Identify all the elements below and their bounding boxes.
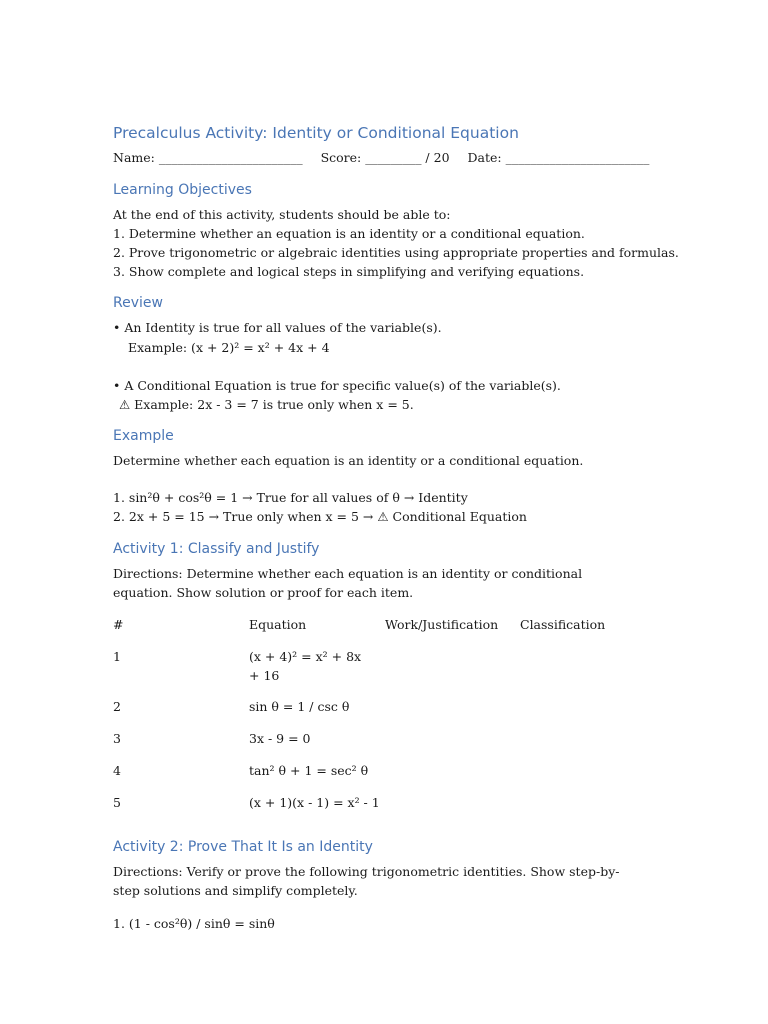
example-item-2: 2. 2x + 5 = 15 → True only when x = 5 → ⚠ Conditional Equation [113,509,527,524]
table-row-2-equation: sin θ = 1 / csc θ [249,699,350,714]
objective-item-3: 3. Show complete and logical steps in simplifying and verifying equations. [113,264,585,279]
identity-example: Example: (x + 2)² = x² + 4x + 4 [128,340,330,355]
score-field: Score: _________ / 20 [320,150,450,165]
objectives-intro: At the end of this activity, students should be able to: [113,207,451,222]
activity2-item-1: 1. (1 - cos²θ) / sinθ = sinθ [113,916,275,931]
table-row-1-equation: (x + 4)² = x² + 8x + 16 [249,649,362,683]
learning-objectives-heading: Learning Objectives [113,182,252,198]
review-heading: Review [113,295,163,311]
header-fields [113,150,663,165]
table-row-4-equation: tan² θ + 1 = sec² θ [249,763,369,778]
table-row-2-number: 2 [113,699,121,714]
table-row-5-number: 5 [113,795,121,810]
table-row-4-number: 4 [113,763,121,778]
table-row-3-number: 3 [113,731,121,746]
column-header-work: Work/Justification [385,617,499,632]
objective-item-2: 2. Prove trigonometric or algebraic identities using appropriate properties and formulas. [113,245,679,260]
table-row-5-equation: (x + 1)(x - 1) = x² - 1 [249,795,380,810]
example-heading: Example [113,428,174,444]
activity2-heading: Activity 2: Prove That It Is an Identity [113,839,373,855]
conditional-definition: • A Conditional Equation is true for specific value(s) of the variable(s). [113,378,561,393]
activity1-heading: Activity 1: Classify and Justify [113,541,320,557]
name-field: Name: _______________________ [113,150,303,165]
conditional-example: ⚠ Example: 2x - 3 = 7 is true only when x = 5. [119,397,414,412]
activity2-directions: Directions: Verify or prove the following trigonometric identities. Show step-by-step solutions and simplify completely. [113,864,620,898]
example-intro: Determine whether each equation is an identity or a conditional equation. [113,453,584,468]
table-row-3-equation: 3x - 9 = 0 [249,731,311,746]
column-header-classification: Classification [520,617,606,632]
objective-item-1: 1. Determine whether an equation is an identity or a conditional equation. [113,226,585,241]
identity-definition: • An Identity is true for all values of the variable(s). [113,320,442,335]
date-field: Date: _______________________ [467,150,650,165]
example-item-1: 1. sin²θ + cos²θ = 1 → True for all values of θ → Identity [113,490,468,505]
table-row-1-number: 1 [113,649,121,664]
column-header-number: # [113,617,124,632]
column-header-equation: Equation [249,617,307,632]
document-title: Precalculus Activity: Identity or Conditional Equation [113,124,519,142]
activity1-directions: Directions: Determine whether each equation is an identity or conditional equation. Show solution or proof for each item. [113,566,583,600]
